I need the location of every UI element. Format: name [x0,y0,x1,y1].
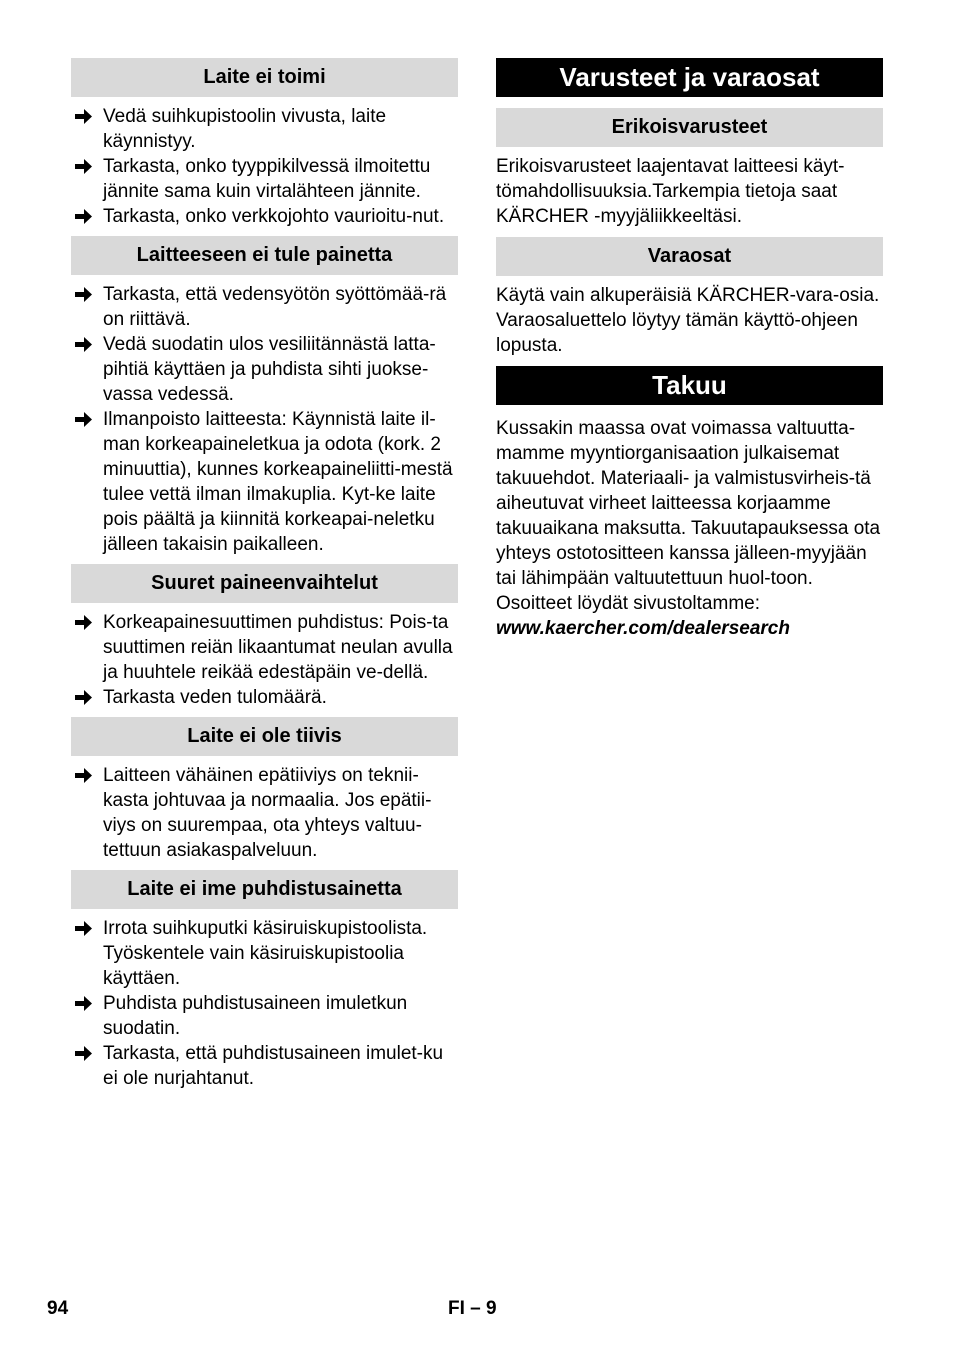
paragraph-erikoisvarusteet: Erikoisvarusteet laajentavat laitteesi käyt-tömahdollisuuksia.Tarkempia tietoja saat KÄRCHER -myyjäliikkeeltäsi. [496,156,845,227]
list-item: Korkeapainesuuttimen puhdistus: Pois-ta suuttimen reiän likaantumat neulan avulla ja huuhtele reikää edestäpäin ve-dellä. [71,610,458,685]
list-item: Laitteen vähäinen epätiiviys on teknii-kasta johtuvaa ja normaalia. Jos epätii-viys on suurempaa, ota yhteys valtuu-tettuun asiakaspalveluun. [71,763,458,863]
section-heading-erikoisvarusteet: Erikoisvarusteet [496,108,883,147]
section-heading-laite-ei-ime-puhdistusainetta: Laite ei ime puhdistusainetta [71,870,458,909]
list-item: Tarkasta, onko verkkojohto vaurioitu-nut. [71,204,458,229]
step-list-puhdistusaine [71,916,458,1091]
language-page-label: FI – 9 [448,1298,497,1319]
paragraph-address: Osoitteet löydät sivustoltamme: [496,593,760,614]
paragraph-varaosat: Käytä vain alkuperäisiä KÄRCHER-vara-osia. Varaosaluettelo löytyy tämän käyttö-ohjeen lopusta. [496,285,880,356]
section-heading-varaosat: Varaosat [496,237,883,276]
section-heading-laite-ei-toimi: Laite ei toimi [71,58,458,97]
arrow-right-icon [75,407,93,432]
arrow-right-icon [75,1041,93,1066]
list-item: Vedä suihkupistoolin vivusta, laite käynnistyy. [71,104,458,154]
list-item: Ilmanpoisto laitteesta: Käynnistä laite il-man korkeapaineletkua ja odota (kork. 2 minuuttia), kunnes korkeapaineliitti-mestä tulee vettä ilman ilmakuplia. Kyt-ke laite pois päältä ja kiinnitä korkeapai-neletku jälleen takaisin paikalleen. [71,407,458,557]
chapter-heading-varusteet-ja-varaosat: Varusteet ja varaosat [496,58,883,97]
list-item: Tarkasta veden tulomäärä. [71,685,458,710]
arrow-right-icon [75,154,93,179]
list-item: Tarkasta, että puhdistusaineen imulet-ku ei ole nurjahtanut. [71,1041,458,1091]
paragraph-takuu: Kussakin maassa ovat voimassa valtuutta-mamme myyntiorganisaation julkaisemat takuuehdot. Materiaali- ja valmistusvirheis-tä aiheutuvat virheet laitteessa korjaamme takuuaikana maksutta. Takuutapauksessa ota yhteys ostotositteen kanssa jälleen-myyjään tai lähimpään valtuutettuun huol-toon. [496,418,881,589]
step-list-paineenvaihtelut [71,610,458,710]
dealer-search-link[interactable]: www.kaercher.com/dealersearch [496,618,790,639]
arrow-right-icon [75,332,93,357]
list-item: Tarkasta, että vedensyötön syöttömää-rä on riittävä. [71,282,458,332]
chapter-heading-takuu: Takuu [496,366,883,405]
arrow-right-icon [75,685,93,710]
list-item: Vedä suodatin ulos vesiliitännästä latta-pihtiä käyttäen ja puhdista sihti juokse-vassa vedessä. [71,332,458,407]
list-item: Puhdista puhdistusaineen imuletkun suodatin. [71,991,458,1041]
section-heading-laitteeseen-ei-tule-painetta: Laitteeseen ei tule painetta [71,236,458,275]
arrow-right-icon [75,916,93,941]
arrow-right-icon [75,991,93,1016]
list-item: Irrota suihkuputki käsiruiskupistoolista. Työskentele vain käsiruiskupistoolia käyttäen. [71,916,458,991]
left-column [71,58,458,1098]
section-heading-laite-ei-ole-tiivis: Laite ei ole tiivis [71,717,458,756]
arrow-right-icon [75,204,93,229]
step-list-laite-ei-toimi [71,104,458,229]
list-item: Tarkasta, onko tyyppikilvessä ilmoitettu jännite sama kuin virtalähteen jännite. [71,154,458,204]
page-number: 94 [47,1298,69,1319]
arrow-right-icon [75,610,93,635]
step-list-tiivis [71,763,458,863]
arrow-right-icon [75,763,93,788]
arrow-right-icon [75,104,93,129]
section-heading-suuret-paineenvaihtelut: Suuret paineenvaihtelut [71,564,458,603]
right-column [496,58,883,641]
arrow-right-icon [75,282,93,307]
step-list-painetta [71,282,458,557]
